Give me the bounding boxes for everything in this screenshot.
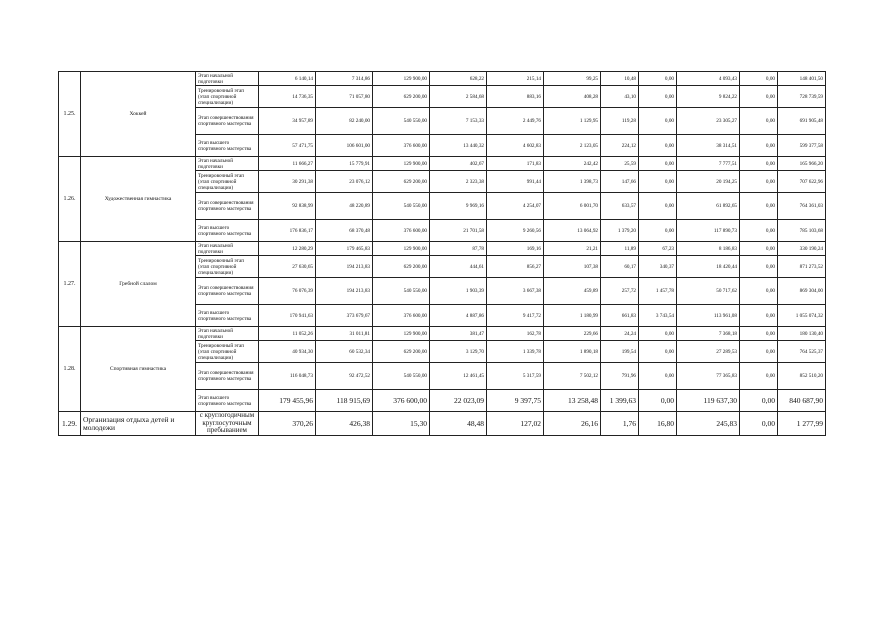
training-stage: с круглогодичным круглосуточным пребыванием bbox=[196, 412, 259, 436]
value-cell: 18 420,44 bbox=[677, 256, 740, 278]
value-cell: 148 401,50 bbox=[778, 72, 826, 86]
value-cell: 0,00 bbox=[740, 363, 778, 390]
value-cell: 77 365,83 bbox=[677, 363, 740, 390]
value-cell: 180 130,40 bbox=[778, 327, 826, 341]
value-cell: 119 637,30 bbox=[677, 390, 740, 412]
sport-name: Гребной слалом bbox=[81, 242, 196, 327]
value-cell: 2 449,76 bbox=[487, 108, 544, 135]
value-cell: 444,61 bbox=[430, 256, 487, 278]
training-stage: Этап совершенствования спортивного мастерства bbox=[196, 278, 259, 305]
value-cell: 1 890,18 bbox=[544, 341, 601, 363]
value-cell: 764 525,37 bbox=[778, 341, 826, 363]
value-cell: 23 076,12 bbox=[316, 171, 373, 193]
value-cell: 38 314,51 bbox=[677, 135, 740, 157]
value-cell: 1 903,39 bbox=[430, 278, 487, 305]
training-stage: Тренировочный этап (этап спортивной специализации) bbox=[196, 86, 259, 108]
value-cell: 9 260,56 bbox=[487, 220, 544, 242]
value-cell: 176 836,17 bbox=[259, 220, 316, 242]
value-cell: 4 602,83 bbox=[487, 135, 544, 157]
value-cell: 6 140,14 bbox=[259, 72, 316, 86]
value-cell: 16,80 bbox=[639, 412, 677, 436]
value-cell: 856,27 bbox=[487, 256, 544, 278]
value-cell: 8 186,83 bbox=[677, 242, 740, 256]
value-cell: 0,00 bbox=[740, 327, 778, 341]
value-cell: 0,00 bbox=[639, 220, 677, 242]
value-cell: 0,00 bbox=[740, 135, 778, 157]
training-stage: Этап начальной подготовки bbox=[196, 242, 259, 256]
value-cell: 34 957,89 bbox=[259, 108, 316, 135]
value-cell: 179 465,83 bbox=[316, 242, 373, 256]
value-cell: 0,00 bbox=[740, 72, 778, 86]
value-cell: 1 180,99 bbox=[544, 305, 601, 327]
value-cell: 629 200,00 bbox=[373, 256, 430, 278]
value-cell: 376 600,00 bbox=[373, 305, 430, 327]
value-cell: 106 601,00 bbox=[316, 135, 373, 157]
value-cell: 165 966,20 bbox=[778, 157, 826, 171]
value-cell: 60,17 bbox=[601, 256, 639, 278]
value-cell: 0,00 bbox=[639, 341, 677, 363]
value-cell: 14 736,35 bbox=[259, 86, 316, 108]
value-cell: 0,00 bbox=[740, 256, 778, 278]
value-cell: 31 011,81 bbox=[316, 327, 373, 341]
value-cell: 1 398,73 bbox=[544, 171, 601, 193]
value-cell: 12 280,29 bbox=[259, 242, 316, 256]
value-cell: 1 277,99 bbox=[778, 412, 826, 436]
value-cell: 540 550,00 bbox=[373, 363, 430, 390]
value-cell: 408,28 bbox=[544, 86, 601, 108]
sport-name: Художественная гимнастика bbox=[81, 157, 196, 242]
training-stage: Этап начальной подготовки bbox=[196, 157, 259, 171]
value-cell: 11,89 bbox=[601, 242, 639, 256]
value-cell: 7 368,18 bbox=[677, 327, 740, 341]
value-cell: 1 339,78 bbox=[487, 341, 544, 363]
value-cell: 13 440,32 bbox=[430, 135, 487, 157]
value-cell: 99,25 bbox=[544, 72, 601, 86]
value-cell: 215,14 bbox=[487, 72, 544, 86]
value-cell: 376 600,00 bbox=[373, 135, 430, 157]
value-cell: 40 934,30 bbox=[259, 341, 316, 363]
value-cell: 199,54 bbox=[601, 341, 639, 363]
value-cell: 71 057,80 bbox=[316, 86, 373, 108]
value-cell: 599 377,58 bbox=[778, 135, 826, 157]
value-cell: 728 739,59 bbox=[778, 86, 826, 108]
value-cell: 840 687,90 bbox=[778, 390, 826, 412]
section-code: 1.25. bbox=[59, 72, 81, 157]
value-cell: 116 048,73 bbox=[259, 363, 316, 390]
value-cell: 376 600,00 bbox=[373, 390, 430, 412]
value-cell: 1 457,78 bbox=[639, 278, 677, 305]
value-cell: 92 838,99 bbox=[259, 193, 316, 220]
value-cell: 22 023,09 bbox=[430, 390, 487, 412]
training-stage: Этап начальной подготовки bbox=[196, 327, 259, 341]
value-cell: 3 743,54 bbox=[639, 305, 677, 327]
value-cell: 2 584,68 bbox=[430, 86, 487, 108]
value-cell: 2 123,05 bbox=[544, 135, 601, 157]
value-cell: 9 417,72 bbox=[487, 305, 544, 327]
value-cell: 113 961,08 bbox=[677, 305, 740, 327]
value-cell: 7 777,51 bbox=[677, 157, 740, 171]
value-cell: 10,48 bbox=[601, 72, 639, 86]
value-cell: 540 550,00 bbox=[373, 193, 430, 220]
value-cell: 3 129,70 bbox=[430, 341, 487, 363]
value-cell: 370,26 bbox=[259, 412, 316, 436]
value-cell: 0,00 bbox=[740, 193, 778, 220]
value-cell: 11 666,27 bbox=[259, 157, 316, 171]
table-row bbox=[59, 157, 826, 171]
training-stage: Этап совершенствования спортивного мастерства bbox=[196, 108, 259, 135]
value-cell: 43,10 bbox=[601, 86, 639, 108]
value-cell: 707 622,96 bbox=[778, 171, 826, 193]
value-cell: 107,38 bbox=[544, 256, 601, 278]
value-cell: 26,16 bbox=[544, 412, 601, 436]
value-cell: 224,12 bbox=[601, 135, 639, 157]
value-cell: 245,83 bbox=[677, 412, 740, 436]
value-cell: 0,00 bbox=[639, 390, 677, 412]
value-cell: 459,89 bbox=[544, 278, 601, 305]
value-cell: 0,00 bbox=[639, 72, 677, 86]
value-cell: 171,83 bbox=[487, 157, 544, 171]
value-cell: 194 213,83 bbox=[316, 256, 373, 278]
value-cell: 869 304,00 bbox=[778, 278, 826, 305]
value-cell: 629 200,00 bbox=[373, 341, 430, 363]
value-cell: 0,00 bbox=[740, 157, 778, 171]
table-row bbox=[59, 72, 826, 86]
value-cell: 147,66 bbox=[601, 171, 639, 193]
value-cell: 376 600,00 bbox=[373, 220, 430, 242]
section-code: 1.27. bbox=[59, 242, 81, 327]
value-cell: 0,00 bbox=[740, 86, 778, 108]
value-cell: 0,00 bbox=[639, 86, 677, 108]
value-cell: 0,00 bbox=[740, 390, 778, 412]
value-cell: 0,00 bbox=[740, 242, 778, 256]
value-cell: 162,78 bbox=[487, 327, 544, 341]
value-cell: 540 550,00 bbox=[373, 108, 430, 135]
training-stage: Этап высшего спортивного мастерства bbox=[196, 135, 259, 157]
value-cell: 629 200,00 bbox=[373, 171, 430, 193]
value-cell: 7 314,86 bbox=[316, 72, 373, 86]
value-cell: 9 824,22 bbox=[677, 86, 740, 108]
value-cell: 330 190,24 bbox=[778, 242, 826, 256]
value-cell: 179 455,96 bbox=[259, 390, 316, 412]
value-cell: 0,00 bbox=[740, 108, 778, 135]
training-stage: Тренировочный этап (этап спортивной специализации) bbox=[196, 341, 259, 363]
value-cell: 60 532,34 bbox=[316, 341, 373, 363]
value-cell: 691 905,48 bbox=[778, 108, 826, 135]
value-cell: 661,83 bbox=[601, 305, 639, 327]
value-cell: 2 323,38 bbox=[430, 171, 487, 193]
training-stage: Тренировочный этап (этап спортивной специализации) bbox=[196, 256, 259, 278]
value-cell: 4 887,86 bbox=[430, 305, 487, 327]
value-cell: 0,00 bbox=[639, 363, 677, 390]
value-cell: 871 273,52 bbox=[778, 256, 826, 278]
table-row bbox=[59, 327, 826, 341]
value-cell: 20 194,25 bbox=[677, 171, 740, 193]
value-cell: 27 630,65 bbox=[259, 256, 316, 278]
table-row bbox=[59, 242, 826, 256]
value-cell: 242,42 bbox=[544, 157, 601, 171]
section-code: 1.29. bbox=[59, 412, 81, 436]
value-cell: 1 055 074,32 bbox=[778, 305, 826, 327]
value-cell: 9 969,16 bbox=[430, 193, 487, 220]
value-cell: 76 076,39 bbox=[259, 278, 316, 305]
value-cell: 4 254,07 bbox=[487, 193, 544, 220]
value-cell: 629 200,00 bbox=[373, 86, 430, 108]
value-cell: 92 472,52 bbox=[316, 363, 373, 390]
value-cell: 15,30 bbox=[373, 412, 430, 436]
value-cell: 23 305,27 bbox=[677, 108, 740, 135]
value-cell: 540 550,00 bbox=[373, 278, 430, 305]
value-cell: 170 941,63 bbox=[259, 305, 316, 327]
value-cell: 194 213,83 bbox=[316, 278, 373, 305]
value-cell: 340,37 bbox=[639, 256, 677, 278]
value-cell: 257,72 bbox=[601, 278, 639, 305]
value-cell: 11 052,26 bbox=[259, 327, 316, 341]
value-cell: 7 153,33 bbox=[430, 108, 487, 135]
value-cell: 991,44 bbox=[487, 171, 544, 193]
value-cell: 852 510,20 bbox=[778, 363, 826, 390]
value-cell: 1,76 bbox=[601, 412, 639, 436]
value-cell: 3 667,38 bbox=[487, 278, 544, 305]
value-cell: 117 890,73 bbox=[677, 220, 740, 242]
value-cell: 0,00 bbox=[740, 305, 778, 327]
value-cell: 0,00 bbox=[740, 341, 778, 363]
cost-norms-table bbox=[58, 71, 826, 436]
training-stage: Этап начальной подготовки bbox=[196, 72, 259, 86]
training-stage: Этап совершенствования спортивного мастерства bbox=[196, 363, 259, 390]
value-cell: 119,28 bbox=[601, 108, 639, 135]
value-cell: 67,23 bbox=[639, 242, 677, 256]
value-cell: 129 900,00 bbox=[373, 327, 430, 341]
training-stage: Этап высшего спортивного мастерства bbox=[196, 220, 259, 242]
value-cell: 129 900,00 bbox=[373, 242, 430, 256]
value-cell: 6 001,70 bbox=[544, 193, 601, 220]
value-cell: 1 129,95 bbox=[544, 108, 601, 135]
value-cell: 0,00 bbox=[639, 193, 677, 220]
value-cell: 15 779,91 bbox=[316, 157, 373, 171]
value-cell: 118 915,69 bbox=[316, 390, 373, 412]
value-cell: 13 064,92 bbox=[544, 220, 601, 242]
training-stage: Этап высшего спортивного мастерства bbox=[196, 305, 259, 327]
value-cell: 169,16 bbox=[487, 242, 544, 256]
value-cell: 381,47 bbox=[430, 327, 487, 341]
value-cell: 48,48 bbox=[430, 412, 487, 436]
value-cell: 7 502,12 bbox=[544, 363, 601, 390]
value-cell: 50 717,62 bbox=[677, 278, 740, 305]
section-code: 1.26. bbox=[59, 157, 81, 242]
value-cell: 764 361,03 bbox=[778, 193, 826, 220]
section-code: 1.28. bbox=[59, 327, 81, 412]
value-cell: 0,00 bbox=[639, 171, 677, 193]
value-cell: 0,00 bbox=[740, 412, 778, 436]
table-row bbox=[59, 412, 826, 436]
value-cell: 57 471,75 bbox=[259, 135, 316, 157]
value-cell: 21 701,58 bbox=[430, 220, 487, 242]
value-cell: 13 258,48 bbox=[544, 390, 601, 412]
value-cell: 68 370,48 bbox=[316, 220, 373, 242]
value-cell: 0,00 bbox=[740, 278, 778, 305]
value-cell: 5 317,59 bbox=[487, 363, 544, 390]
sport-name: Организация отдыха детей и молодежи bbox=[81, 412, 196, 436]
value-cell: 30 291,38 bbox=[259, 171, 316, 193]
value-cell: 633,57 bbox=[601, 193, 639, 220]
budget-table-sheet bbox=[58, 71, 825, 436]
value-cell: 24,24 bbox=[601, 327, 639, 341]
training-stage: Тренировочный этап (этап спортивной специализации) bbox=[196, 171, 259, 193]
value-cell: 48 220,89 bbox=[316, 193, 373, 220]
value-cell: 0,00 bbox=[639, 135, 677, 157]
value-cell: 9 397,75 bbox=[487, 390, 544, 412]
training-stage: Этап совершенствования спортивного мастерства bbox=[196, 193, 259, 220]
value-cell: 0,00 bbox=[639, 157, 677, 171]
sport-name: Хоккей bbox=[81, 72, 196, 157]
value-cell: 25,59 bbox=[601, 157, 639, 171]
value-cell: 229,66 bbox=[544, 327, 601, 341]
value-cell: 12 461,45 bbox=[430, 363, 487, 390]
value-cell: 628,22 bbox=[430, 72, 487, 86]
value-cell: 61 892,65 bbox=[677, 193, 740, 220]
value-cell: 27 289,53 bbox=[677, 341, 740, 363]
value-cell: 4 093,43 bbox=[677, 72, 740, 86]
value-cell: 1 379,20 bbox=[601, 220, 639, 242]
value-cell: 82 240,00 bbox=[316, 108, 373, 135]
value-cell: 127,02 bbox=[487, 412, 544, 436]
value-cell: 883,16 bbox=[487, 86, 544, 108]
value-cell: 785 103,68 bbox=[778, 220, 826, 242]
value-cell: 0,00 bbox=[740, 220, 778, 242]
value-cell: 87,78 bbox=[430, 242, 487, 256]
value-cell: 21,21 bbox=[544, 242, 601, 256]
value-cell: 0,00 bbox=[639, 108, 677, 135]
value-cell: 129 900,00 bbox=[373, 157, 430, 171]
value-cell: 426,38 bbox=[316, 412, 373, 436]
value-cell: 0,00 bbox=[740, 171, 778, 193]
training-stage: Этап высшего спортивного мастерства bbox=[196, 390, 259, 412]
sport-name: Спортивная гимнастика bbox=[81, 327, 196, 412]
value-cell: 0,00 bbox=[639, 327, 677, 341]
value-cell: 373 679,67 bbox=[316, 305, 373, 327]
value-cell: 129 900,00 bbox=[373, 72, 430, 86]
value-cell: 402,67 bbox=[430, 157, 487, 171]
value-cell: 791,96 bbox=[601, 363, 639, 390]
value-cell: 1 399,63 bbox=[601, 390, 639, 412]
